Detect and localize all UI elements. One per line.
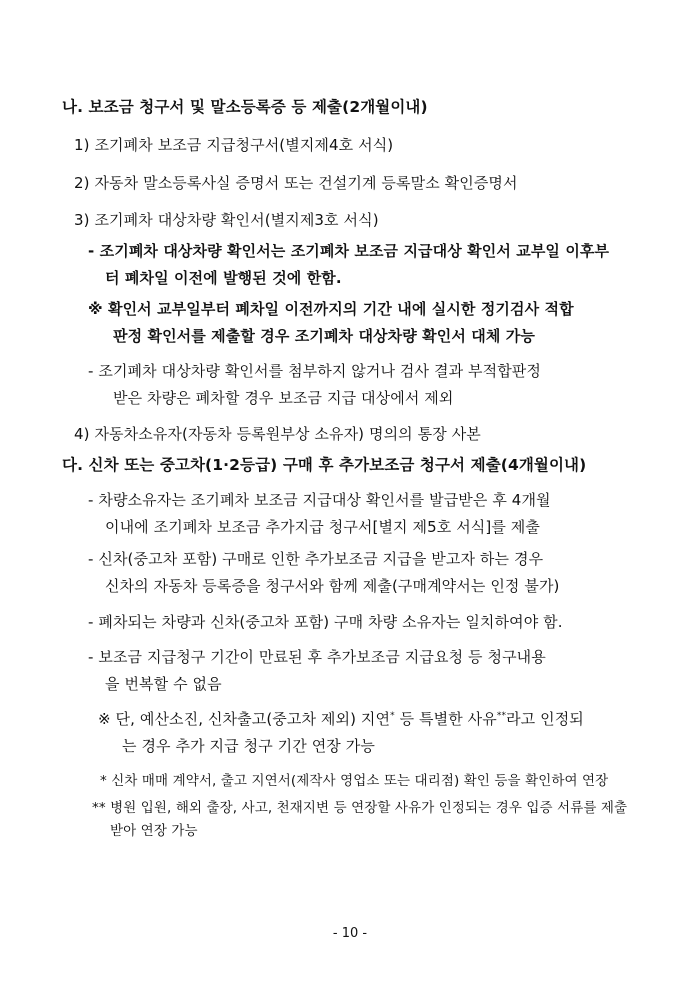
note-inspection-line2: 판정 확인서를 제출할 경우 조기폐차 대상차량 확인서 대체 가능 (113, 327, 535, 345)
dash-item-confirmation-line1: - 조기폐차 대상차량 확인서는 조기폐차 보조금 지급대상 확인서 교부일 이후부 (88, 242, 610, 260)
note-extension-text-3: 라고 인정되 (506, 710, 584, 728)
note-extension-line1 (98, 709, 584, 729)
dash-item-no-reversal-line2: 을 번복할 수 없음 (105, 675, 222, 693)
list-item-2: 2) 자동차 말소등록사실 증명서 또는 건설기계 등록말소 확인증명서 (74, 174, 518, 192)
dash-item-newcar-line1: - 신차(중고차 포함) 구매로 인한 추가보조금 지급을 받고자 하는 경우 (88, 550, 544, 568)
list-item-4: 4) 자동차소유자(자동차 등록원부상 소유자) 명의의 통장 사본 (74, 425, 481, 443)
dash-item-owner-line2: 이내에 조기폐차 보조금 추가지급 청구서[별지 제5호 서식]를 제출 (105, 518, 540, 536)
page-number: - 10 - (332, 926, 368, 941)
note-inspection-line1: ※ 확인서 교부일부터 폐차일 이전까지의 기간 내에 실시한 정기검사 적합 (88, 300, 574, 318)
footnote-marker-2: ** (496, 711, 507, 721)
dash-item-exclusion-line1: - 조기폐차 대상차량 확인서를 첨부하지 않거나 검사 결과 부적합판정 (88, 362, 541, 380)
dash-item-owner-line1: - 차량소유자는 조기폐차 보조금 지급대상 확인서를 발급받은 후 4개월 (88, 491, 551, 509)
dash-item-confirmation-line2: 터 폐차일 이전에 발행된 것에 한함. (105, 269, 342, 287)
note-extension-text-1: ※ 단, 예산소진, 신차출고(중고차 제외) 지연 (98, 710, 391, 728)
dash-item-no-reversal-line1: - 보조금 지급청구 기간이 만료된 후 추가보조금 지급요청 등 청구내용 (88, 648, 546, 666)
note-extension-text-2: 등 특별한 사유 (394, 710, 497, 728)
note-extension-line2: 는 경우 추가 지급 청구 기간 연장 가능 (122, 737, 375, 755)
footnote-2-line1: ** 병원 입원, 해외 출장, 사고, 천재지변 등 연장할 사유가 인정되는 경우 입증 서류를 제출 (92, 800, 628, 816)
dash-item-same-owner: - 폐차되는 차량과 신차(중고차 포함) 구매 차량 소유자는 일치하여야 함. (88, 613, 563, 631)
dash-item-exclusion-line2: 받은 차량은 폐차할 경우 보조금 지급 대상에서 제외 (113, 389, 454, 407)
footnote-marker-1: * (390, 711, 395, 721)
footnote-1: * 신차 매매 계약서, 출고 지연서(제작사 영업소 또는 대리점) 확인 등을 확인하여 연장 (100, 773, 609, 789)
section-heading-da: 다. 신차 또는 중고차(1·2등급) 구매 후 추가보조금 청구서 제출(4개월이내) (62, 456, 587, 474)
footnote-2-line2: 받아 연장 가능 (110, 823, 198, 839)
section-heading-na: 나. 보조금 청구서 및 말소등록증 등 제출(2개월이내) (62, 98, 428, 116)
dash-item-newcar-line2: 신차의 자동차 등록증을 청구서와 함께 제출(구매계약서는 인정 불가) (105, 577, 560, 595)
list-item-1: 1) 조기폐차 보조금 지급청구서(별지제4호 서식) (74, 136, 394, 154)
list-item-3: 3) 조기폐차 대상차량 확인서(별지제3호 서식) (74, 211, 379, 229)
